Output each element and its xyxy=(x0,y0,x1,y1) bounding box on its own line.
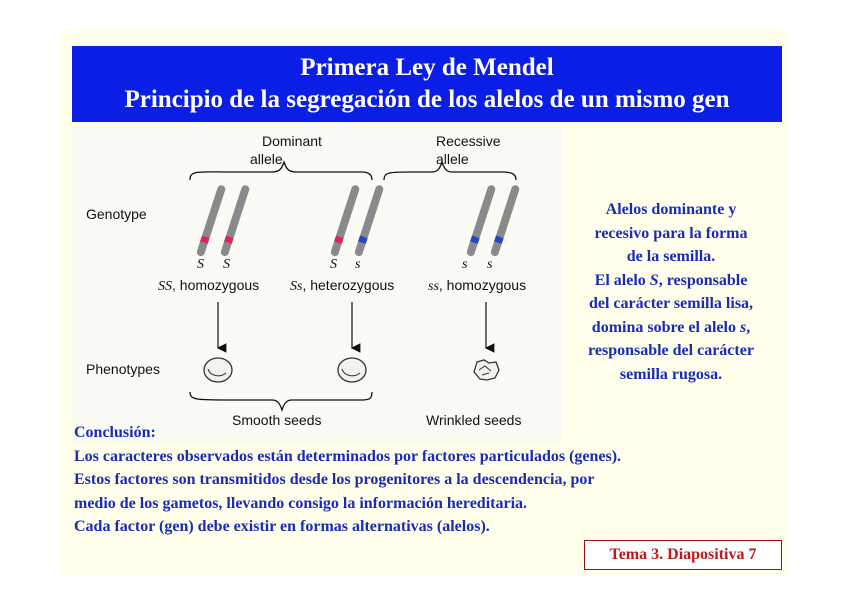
wrinkled-seeds-label: Wrinkled seeds xyxy=(426,412,522,428)
conclusion-line: medio de los gametos, llevando consigo la información hereditaria. xyxy=(74,494,528,512)
mendel-figure xyxy=(72,126,562,442)
chromosome-pair-ss-rec xyxy=(466,184,520,257)
side-explanation xyxy=(560,198,782,386)
side-line: recesivo para la forma xyxy=(594,224,748,242)
smooth-seeds-label: Smooth seeds xyxy=(232,412,322,428)
genotype-ss-label: SS, homozygous xyxy=(158,277,260,294)
dominant-label-1: Dominant xyxy=(262,133,322,149)
conclusion-line: Los caracteres observados están determinados por factores particulados (genes). xyxy=(74,447,622,465)
slide-number-tag: Tema 3. Diapositiva 7 xyxy=(584,540,782,570)
smooth-seed-icon xyxy=(204,358,232,382)
allele-letter: S xyxy=(330,257,337,272)
allele-letter: s xyxy=(487,257,493,272)
side-line: domina sobre el alelo s, xyxy=(591,318,751,336)
recessive-label-1: Recessive xyxy=(436,133,501,149)
dominant-label-2: allele xyxy=(250,151,283,167)
allele-letter: S xyxy=(197,257,204,272)
title-line-2: Principio de la segregación de los alelos de un mismo gen xyxy=(124,86,730,113)
side-line: responsable del carácter xyxy=(588,342,754,359)
allele-letter: s xyxy=(462,257,468,272)
side-line: semilla rugosa. xyxy=(619,365,723,383)
chromosome-pair-ss xyxy=(196,184,250,257)
side-line: Alelos dominante y xyxy=(605,201,737,218)
title-banner xyxy=(72,46,782,122)
smooth-brace xyxy=(190,392,372,410)
side-line: El alelo S, responsable xyxy=(594,271,748,289)
genotype-label: Genotype xyxy=(86,206,147,222)
side-line: del carácter semilla lisa, xyxy=(588,295,754,312)
conclusion-block xyxy=(74,421,779,539)
conclusion-line: Estos factores son transmitidos desde los progenitores a la descendencia, por xyxy=(74,471,595,488)
mendel-figure-svg xyxy=(72,126,562,442)
allele-letter: s xyxy=(355,257,361,272)
genotype-ss-rec-label: ss, homozygous xyxy=(428,277,527,294)
wrinkled-seed-icon xyxy=(474,360,499,380)
conclusion-line: Cada factor (gen) debe existir en formas alternativas (alelos). xyxy=(74,518,490,535)
chromosome-pair-ss-het xyxy=(330,184,384,257)
title-line-1: Primera Ley de Mendel xyxy=(300,54,554,81)
allele-letter: S xyxy=(223,257,230,272)
side-line: de la semilla. xyxy=(626,248,716,265)
conclusion-heading: Conclusión: xyxy=(74,424,156,441)
phenotypes-label: Phenotypes xyxy=(86,361,160,377)
genotype-ss-het-label: Ss, heterozygous xyxy=(290,277,395,294)
smooth-seed-icon xyxy=(338,358,366,382)
recessive-label-2: allele xyxy=(436,151,469,167)
